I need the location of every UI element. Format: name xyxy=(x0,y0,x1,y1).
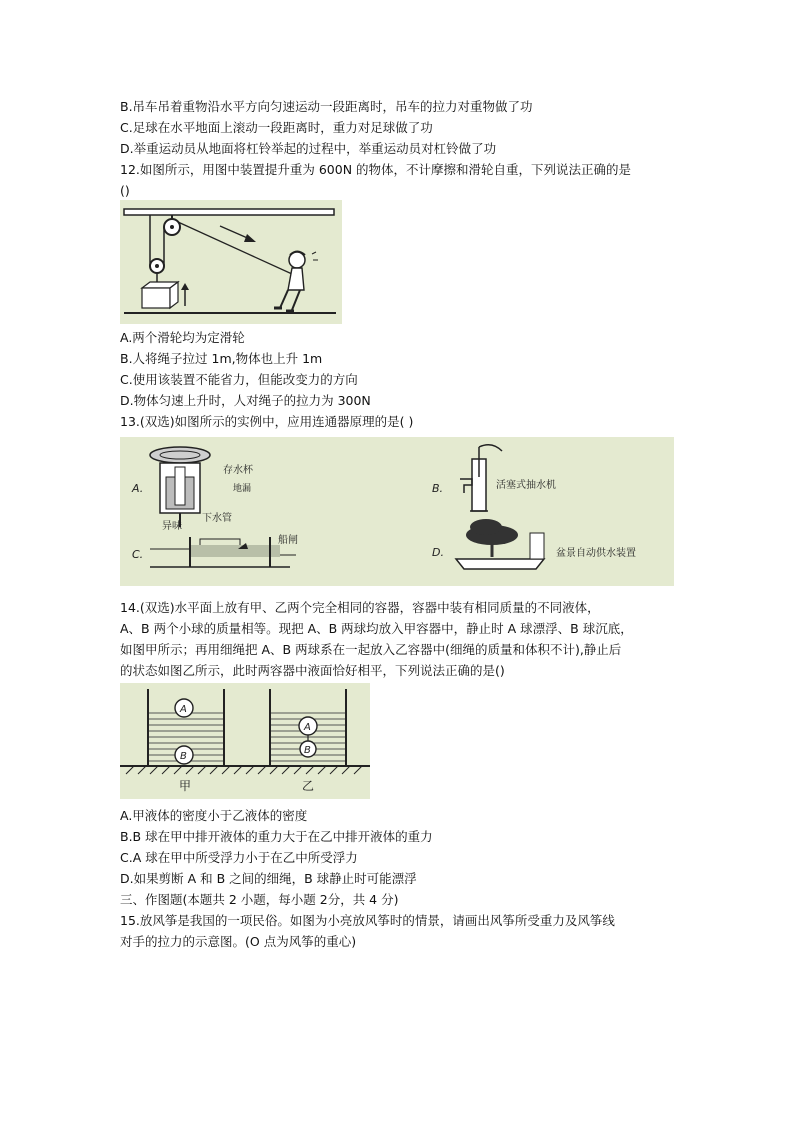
q14-option-b: B.B 球在甲中排开液体的重力大于在乙中排开液体的重力 xyxy=(120,829,433,844)
q14-label-yi: 乙 xyxy=(302,779,315,793)
q11-option-c: C.足球在水平地面上滚动一段距离时，重力对足球做了功 xyxy=(120,120,433,135)
q13-figure-a-letter: A. xyxy=(132,482,144,495)
q14-stem-line4: 的状态如图乙所示，此时两容器中液面恰好相平，下列说法正确的是() xyxy=(120,663,505,678)
q13-figure-drain-label: 地漏 xyxy=(233,484,252,494)
q13-figure-pipe-label: 下水管 xyxy=(202,513,232,524)
q13-figure-pump-label: 活塞式抽水机 xyxy=(496,480,556,491)
q15-stem-line2: 对手的拉力的示意图。(O 点为风筝的重心) xyxy=(120,934,357,949)
q13-figure xyxy=(120,437,674,586)
q14-stem-line3: 如图甲所示；再用细绳把 A、B 两球系在一起放入乙容器中(细绳的质量和体积不计),静止后 xyxy=(120,642,622,657)
q13-figure-b-letter: B. xyxy=(432,482,444,495)
q12-option-b: B.人将绳子拉过 1m,物体也上升 1m xyxy=(120,351,323,366)
q12-option-a: A.两个滑轮均为定滑轮 xyxy=(120,330,245,345)
q12-stem-line2: () xyxy=(120,183,130,198)
q15-stem-line1: 15.放风筝是我国的一项民俗。如图为小亮放风筝时的情景，请画出风筝所受重力及风筝线 xyxy=(120,913,615,928)
q12-option-c: C.使用该装置不能省力，但能改变力的方向 xyxy=(120,372,358,387)
q12-stem-line1: 12.如图所示，用图中装置提升重为 600N 的物体，不计摩擦和滑轮自重，下列说法正确的是 xyxy=(120,162,632,177)
q14-option-a: A.甲液体的密度小于乙液体的密度 xyxy=(120,808,308,823)
q14-option-d: D.如果剪断 A 和 B 之间的细绳，B 球静止时可能漂浮 xyxy=(120,871,417,886)
q14-containers-figure xyxy=(120,683,370,799)
q13-stem: 13.(双选)如图所示的实例中，应用连通器原理的是( ) xyxy=(120,414,414,429)
q13-figure-lock-label: 船闸 xyxy=(278,535,298,546)
q14-ball-b-jia: B xyxy=(180,751,187,762)
q13-figure-bonsai-label: 盆景自动供水装置 xyxy=(556,548,636,559)
q14-ball-a-yi: A xyxy=(304,722,311,733)
q14-ball-a-jia: A xyxy=(180,704,187,715)
q12-pulley-figure xyxy=(120,200,342,324)
q11-option-d: D.举重运动员从地面将杠铃举起的过程中，举重运动员对杠铃做了功 xyxy=(120,141,497,156)
q12-option-d: D.物体匀速上升时，人对绳子的拉力为 300N xyxy=(120,393,371,408)
q14-ball-b-yi: B xyxy=(304,745,311,756)
section-3-title: 三、作图题(本题共 2 小题，每小题 2分，共 4 分) xyxy=(120,892,399,907)
q13-figure-smell-label: 异味 xyxy=(162,521,182,532)
q14-option-c: C.A 球在甲中所受浮力小于在乙中所受浮力 xyxy=(120,850,358,865)
q13-figure-d-letter: D. xyxy=(432,546,444,559)
q14-stem-line2: A、B 两个小球的质量相等。现把 A、B 两球均放入甲容器中，静止时 A 球漂浮、B 球沉底， xyxy=(120,621,633,636)
q13-figure-cup-label: 存水杯 xyxy=(223,465,253,476)
q11-option-b: B.吊车吊着重物沿水平方向匀速运动一段距离时，吊车的拉力对重物做了功 xyxy=(120,99,533,114)
q13-figure-c-letter: C. xyxy=(132,548,144,561)
q14-stem-line1: 14.(双选)水平面上放有甲、乙两个完全相同的容器，容器中装有相同质量的不同液体， xyxy=(120,600,600,615)
q14-label-jia: 甲 xyxy=(179,779,192,793)
